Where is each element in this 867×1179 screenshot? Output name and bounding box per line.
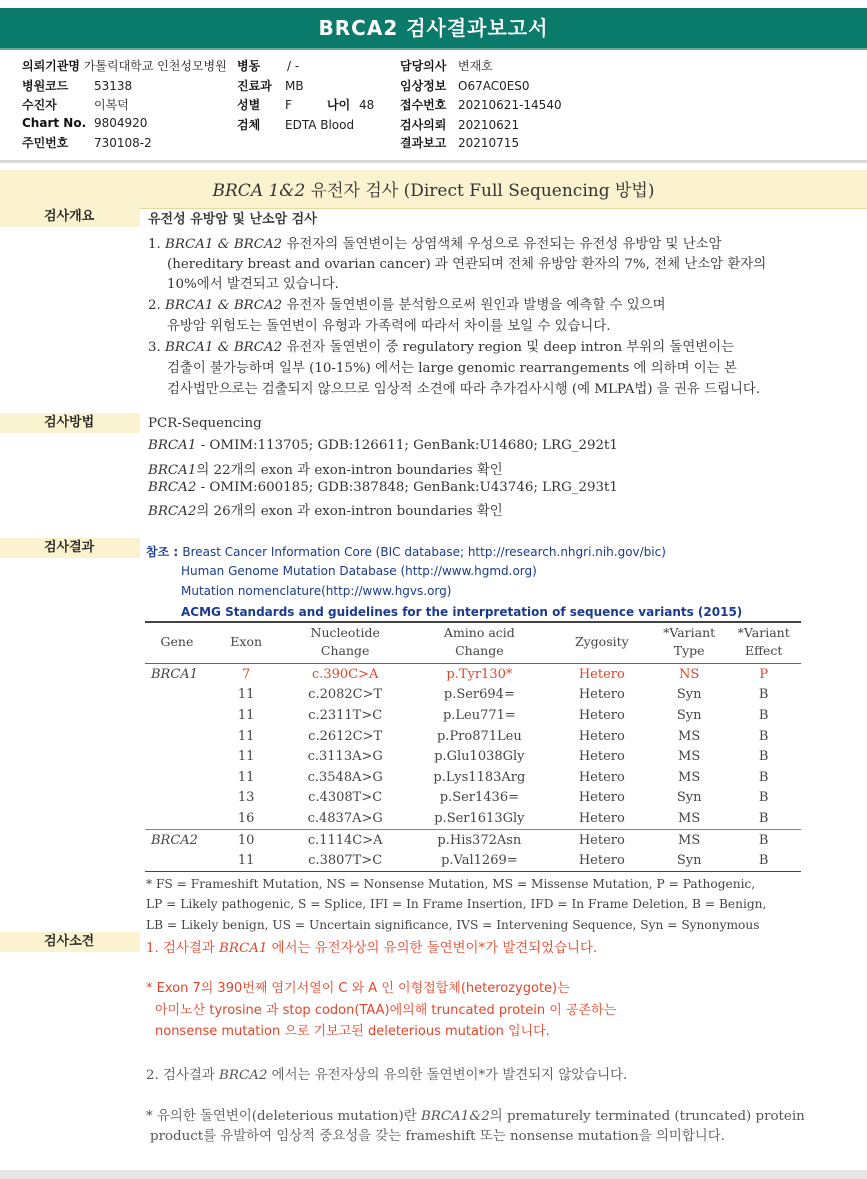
opinion1-prefix: 1. 검사결과 <box>146 941 220 956</box>
cell-exon: 11 <box>237 749 255 765</box>
definition-gene: BRCA1&2 <box>420 1109 490 1124</box>
col-variant-type-1: *Variant <box>663 625 716 640</box>
method-line3 <box>148 459 503 478</box>
cell-exon: 10 <box>209 829 284 850</box>
cell-amino-acid: p.Leu771= <box>442 707 516 723</box>
cell-variant-type: Syn <box>676 790 702 806</box>
sex-value: F <box>285 98 292 112</box>
dept-row <box>237 77 304 94</box>
clinical-label: 임상정보 <box>400 79 447 93</box>
cell-gene <box>145 726 209 747</box>
receiver-row <box>22 96 129 113</box>
definition-prefix: * 유의한 돌연변이(deleterious mutation)란 <box>146 1109 421 1124</box>
rrn-label: 주민번호 <box>22 136 69 150</box>
doctor-row <box>400 57 493 74</box>
p3-text-a: 유전자 돌연변이 중 regulatory region 및 deep intron 부위의 돌연변이는 <box>282 340 735 355</box>
receiver-value: 이복덕 <box>94 98 129 112</box>
ward-row <box>237 57 299 74</box>
hospital-value: 가톨릭대학교 인천성모병원 <box>83 59 227 73</box>
table-row <box>145 850 801 871</box>
col-variant-type <box>652 621 727 664</box>
table-row <box>145 808 801 829</box>
table-row <box>145 767 801 788</box>
method-line5-gene: BRCA2 <box>148 504 197 519</box>
cell-nucleotide: c.390C>A <box>311 666 379 682</box>
p2-number: 2. <box>148 298 161 313</box>
opinion-line2 <box>146 1064 627 1083</box>
cell-variant-effect: B <box>758 728 769 744</box>
cell-zygosity: Hetero <box>578 810 625 826</box>
cell-gene <box>145 808 209 829</box>
request-label: 검사의뢰 <box>400 118 447 132</box>
cell-amino-acid: p.His372Asn <box>407 829 552 850</box>
reference-prefix: 참조 : <box>146 545 183 559</box>
col-nucleotide <box>283 621 407 664</box>
cell-variant-effect: B <box>758 749 769 765</box>
table-row <box>145 685 801 706</box>
cell-nucleotide: c.4837A>G <box>307 810 383 826</box>
p1-text-a: 유전자의 돌연변이는 상염색체 우성으로 유전되는 유전성 유방암 및 난소암 <box>282 237 722 252</box>
col-variant-effect <box>726 621 801 664</box>
cell-exon: 11 <box>237 769 255 785</box>
opinion2-text: 에서는 유전자상의 유의한 돌연변이*가 발견되지 않았습니다. <box>267 1068 628 1083</box>
age-value: 48 <box>359 98 375 112</box>
overview-p3-line1 <box>148 336 734 355</box>
col-zygosity: Zygosity <box>552 621 652 664</box>
specimen-label: 검체 <box>237 118 261 132</box>
cell-variant-effect: B <box>758 790 769 806</box>
method-line5 <box>148 500 503 519</box>
code-row <box>22 77 132 94</box>
dept-value: MB <box>285 79 304 93</box>
rrn-value: 730108-2 <box>94 136 152 150</box>
opinion2-prefix: 2. 검사결과 <box>146 1068 220 1083</box>
result-label: 검사결과 <box>0 538 140 558</box>
cell-zygosity: Hetero <box>578 728 625 744</box>
col-amino-acid <box>407 621 552 664</box>
p3-genes: BRCA1 & BRCA2 <box>165 340 283 355</box>
cell-nucleotide: c.2082C>T <box>308 687 383 703</box>
reference-line4: ACMG Standards and guidelines for the interpretation of sequence variants (2015) <box>181 605 743 619</box>
chart-row <box>22 116 147 130</box>
cell-gene <box>145 746 209 767</box>
hospital-label: 의뢰기관명 <box>22 59 80 73</box>
cell-zygosity: Hetero <box>552 829 652 850</box>
cell-gene: BRCA1 <box>151 666 198 682</box>
overview-p2-line1 <box>148 294 666 313</box>
method-line2-text: - OMIM:113705; GDB:126611; GenBank:U14680; LRG_292t1 <box>196 438 618 453</box>
col-variant-effect-2: Effect <box>744 643 783 658</box>
ward-label: 병동 <box>237 59 261 73</box>
cell-variant-type: MS <box>652 829 727 850</box>
p1-number: 1. <box>148 237 161 252</box>
cell-variant-type: NS <box>679 666 700 682</box>
cell-variant-type: Syn <box>676 687 702 703</box>
cell-nucleotide: c.4308T>C <box>308 790 383 806</box>
reference-bic: Breast Cancer Information Core (BIC database; http://research.nhgri.nih.gov/bic) <box>182 545 666 559</box>
sex-label: 성별 <box>237 98 261 112</box>
ward-value: / - <box>287 59 300 73</box>
opinion1-gene: BRCA1 <box>219 941 268 956</box>
method-line2 <box>148 438 618 453</box>
cell-exon: 13 <box>237 790 255 806</box>
table-header-row <box>145 621 801 664</box>
method-line4 <box>148 480 618 495</box>
cell-exon: 11 <box>237 687 255 703</box>
subtitle-text: 유전자 검사 (Direct Full Sequencing 방법) <box>305 181 655 201</box>
reference-line2: Human Genome Mutation Database (http://www.hgmd.org) <box>181 564 537 578</box>
cell-variant-type: Syn <box>676 707 702 723</box>
chart-label: Chart No. <box>22 116 87 130</box>
cell-gene <box>145 767 209 788</box>
cell-variant-effect: B <box>758 707 769 723</box>
col-amino-acid-1: Amino acid <box>443 625 515 640</box>
cell-amino-acid: p.Tyr130* <box>446 666 513 682</box>
reference-line1 <box>146 543 666 560</box>
method-line3-text: 의 22개의 exon 과 exon-intron boundaries 확인 <box>196 463 503 478</box>
cell-variant-type: MS <box>678 769 701 785</box>
cell-nucleotide: c.3548A>G <box>307 769 383 785</box>
cell-exon: 16 <box>237 810 255 826</box>
clinical-row <box>400 77 530 94</box>
cell-zygosity: Hetero <box>578 707 625 723</box>
code-label: 병원코드 <box>22 79 69 93</box>
result-date-value: 20210715 <box>458 136 520 150</box>
dept-label: 진료과 <box>237 79 272 93</box>
p2-text-a: 유전자 돌연변이를 분석함으로써 원인과 발병을 예측할 수 있으며 <box>282 298 666 313</box>
table-row <box>145 746 801 767</box>
col-nucleotide-1: Nucleotide <box>310 625 380 640</box>
cell-variant-effect: P <box>759 666 769 682</box>
rrn-row <box>22 134 152 151</box>
receiver-label: 수진자 <box>22 98 57 112</box>
cell-nucleotide: c.3113A>G <box>307 749 383 765</box>
p1-genes: BRCA1 & BRCA2 <box>165 237 283 252</box>
cell-variant-type: MS <box>678 810 701 826</box>
opinion-label: 검사소견 <box>0 932 140 952</box>
col-exon: Exon <box>209 621 284 664</box>
overview-label: 검사개요 <box>0 207 140 227</box>
col-gene: Gene <box>145 621 209 664</box>
cell-gene: BRCA2 <box>145 829 209 850</box>
cell-amino-acid: p.Ser694= <box>443 687 515 703</box>
cell-zygosity: Hetero <box>578 749 625 765</box>
subtitle-genes: BRCA 1&2 <box>212 181 306 201</box>
test-subtitle <box>0 170 867 209</box>
opinion1-text: 에서는 유전자상의 유의한 돌연변이*가 발견되었습니다. <box>267 941 598 956</box>
cell-exon: 11 <box>237 728 255 744</box>
request-value: 20210621 <box>458 118 520 132</box>
cell-variant-effect: B <box>726 850 801 871</box>
definition-line2: product를 유발하여 임상적 중요성을 갖는 frameshift 또는 nonsense mutation을 의미합니다. <box>150 1129 725 1144</box>
abbrev-note-3: LB = Likely benign, US = Uncertain significance, IVS = Intervening Sequence, Syn = Synonymous <box>146 918 760 932</box>
cell-zygosity: Hetero <box>578 687 625 703</box>
age-row <box>327 96 374 113</box>
sex-row <box>237 96 292 113</box>
col-variant-effect-1: *Variant <box>737 625 790 640</box>
overview-p1-line3: 10%에서 발견되고 있습니다. <box>167 277 339 292</box>
p2-genes: BRCA1 & BRCA2 <box>165 298 283 313</box>
section-separator <box>0 160 867 163</box>
cell-gene <box>145 850 209 871</box>
overview-p3-line3: 검사법만으로는 검출되지 않으므로 임상적 소견에 따라 추가검사시행 (예 MLPA법) 을 권유 드립니다. <box>167 382 761 397</box>
col-nucleotide-2: Change <box>320 643 370 658</box>
opinion-detail-line2: 아미노산 tyrosine 과 stop codon(TAA)에의해 truncated protein 이 공존하는 <box>155 1003 617 1018</box>
overview-p1-line2: (hereditary breast and ovarian cancer) 과 연관되며 전체 유방암 환자의 7%, 전체 난소암 환자의 <box>167 257 767 272</box>
accession-value: 20210621-14540 <box>458 98 562 112</box>
table-row <box>145 788 801 809</box>
result-date-label: 결과보고 <box>400 136 447 150</box>
cell-exon: 11 <box>237 707 255 723</box>
overview-p1-line1 <box>148 233 722 252</box>
cell-exon: 11 <box>209 850 284 871</box>
opinion-detail-line3: nonsense mutation 으로 기보고된 deleterious mutation 입니다. <box>155 1024 550 1039</box>
table-row <box>145 705 801 726</box>
specimen-value: EDTA Blood <box>285 118 355 132</box>
cell-nucleotide: c.2311T>C <box>308 707 383 723</box>
cell-zygosity: Hetero <box>578 769 625 785</box>
opinion-line1 <box>146 937 597 956</box>
cell-amino-acid: p.Glu1038Gly <box>434 749 525 765</box>
cell-gene <box>145 705 209 726</box>
accession-label: 접수번호 <box>400 98 447 112</box>
table-row <box>145 726 801 747</box>
cell-zygosity: Hetero <box>578 790 625 806</box>
reference-line3: Mutation nomenclature(http://www.hgvs.org) <box>181 584 452 598</box>
chart-value: 9804920 <box>94 116 148 130</box>
method-line2-gene: BRCA1 <box>148 438 197 453</box>
cell-variant-type: MS <box>678 728 701 744</box>
request-row <box>400 116 519 133</box>
definition-text: 의 prematurely terminated (truncated) protein <box>489 1109 805 1124</box>
opinion2-gene: BRCA2 <box>219 1068 268 1083</box>
report-title: BRCA2 검사결과보고서 <box>0 8 867 48</box>
cell-zygosity: Hetero <box>578 666 625 682</box>
cell-nucleotide: c.2612C>T <box>308 728 383 744</box>
cell-variant-effect: B <box>758 687 769 703</box>
cell-variant-type: Syn <box>652 850 727 871</box>
specimen-row <box>237 116 354 133</box>
hospital-row <box>22 57 227 74</box>
method-label: 검사방법 <box>0 413 140 433</box>
method-line4-gene: BRCA2 <box>148 480 197 495</box>
cell-variant-effect: B <box>758 769 769 785</box>
cell-amino-acid: p.Val1269= <box>407 850 552 871</box>
col-amino-acid-2: Change <box>455 643 504 658</box>
cell-nucleotide: c.3807T>C <box>283 850 407 871</box>
variant-table <box>145 621 801 872</box>
cell-amino-acid: p.Ser1436= <box>439 790 519 806</box>
method-line4-text: - OMIM:600185; GDB:387848; GenBank:U43746; LRG_293t1 <box>196 480 618 495</box>
method-line5-text: 의 26개의 exon 과 exon-intron boundaries 확인 <box>196 504 503 519</box>
p3-number: 3. <box>148 340 161 355</box>
cell-variant-effect: B <box>726 829 801 850</box>
abbrev-note-2: LP = Likely pathogenic, S = Splice, IFI = In Frame Insertion, IFD = In Frame Deletion, B = Benign, <box>146 897 767 911</box>
cell-variant-effect: B <box>758 810 769 826</box>
definition-line1 <box>146 1105 805 1124</box>
opinion-detail-line1: * Exon 7의 390번째 염기서열이 C 와 A 인 이형접합체(heterozygote)는 <box>146 981 570 996</box>
page-bottom-band <box>0 1170 867 1179</box>
cell-exon: 7 <box>242 666 251 682</box>
table-row <box>145 664 801 685</box>
method-line3-gene: BRCA1 <box>148 463 197 478</box>
cell-zygosity: Hetero <box>552 850 652 871</box>
cell-amino-acid: p.Lys1183Arg <box>433 769 526 785</box>
cell-variant-type: MS <box>678 749 701 765</box>
abbrev-note-1: * FS = Frameshift Mutation, NS = Nonsense Mutation, MS = Missense Mutation, P = Pathogenic, <box>146 877 756 891</box>
cell-amino-acid: p.Pro871Leu <box>436 728 522 744</box>
result-date-row <box>400 134 519 151</box>
clinical-value: O67AC0ES0 <box>458 79 530 93</box>
cell-amino-acid: p.Ser1613Gly <box>434 810 525 826</box>
col-variant-type-2: Type <box>673 643 705 658</box>
cell-nucleotide: c.1114C>A <box>283 829 407 850</box>
doctor-label: 담당의사 <box>400 59 447 73</box>
age-label: 나이 <box>327 98 351 112</box>
code-value: 53138 <box>94 79 133 93</box>
cell-gene <box>145 788 209 809</box>
method-line1: PCR-Sequencing <box>148 416 262 431</box>
cell-gene <box>145 685 209 706</box>
overview-p2-line2: 유방암 위험도는 돌연변이 유형과 가족력에 따라서 차이를 보일 수 있습니다. <box>167 319 611 334</box>
accession-row <box>400 96 562 113</box>
overview-heading: 유전성 유방암 및 난소암 검사 <box>148 212 317 227</box>
overview-p3-line2: 검출이 불가능하며 일부 (10-15%) 에서는 large genomic rearrangements 에 의하며 이는 본 <box>167 361 737 376</box>
header-divider <box>0 48 867 50</box>
doctor-value: 변재호 <box>458 59 493 73</box>
table-row <box>145 829 801 850</box>
